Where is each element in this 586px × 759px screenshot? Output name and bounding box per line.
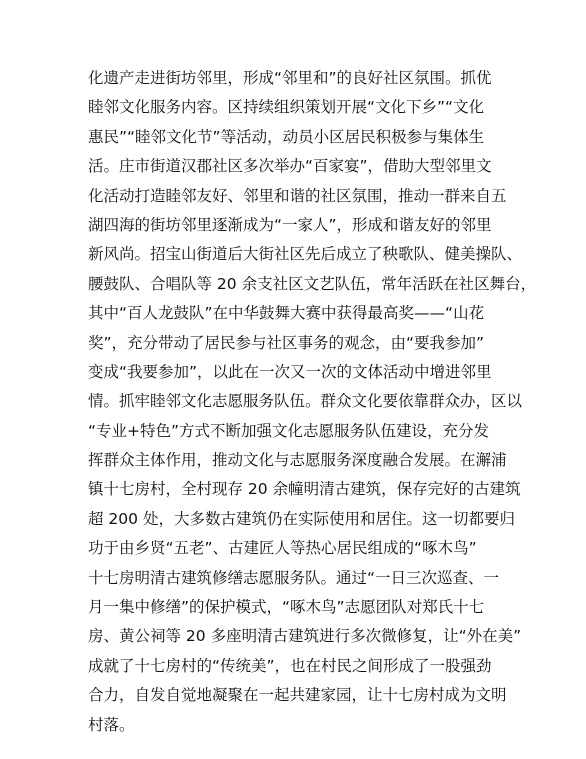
text-line: 合力，自发自觉地凝聚在一起共建家园，让十七房村成为文明 [88,686,507,705]
text-line: 腰鼓队、合唱队等 20 余支社区文艺队伍，常年活跃在社区舞台， [88,274,537,293]
text-line: 镇十七房村，全村现存 20 余幢明清古建筑，保存完好的古建筑 [88,480,521,499]
text-line: “专业+特色”方式不断加强文化志愿服务队伍建设，充分发 [88,421,490,440]
text-line: 化活动打造睦邻友好、邻里和谐的社区氛围，推动一群来自五 [88,186,507,205]
text-line: 月一集中修缮”的保护模式，“啄木鸟”志愿团队对郑氏十七 [88,598,485,617]
text-line: 其中“百人龙鼓队”在中华鼓舞大赛中获得最高奖——“山花 [88,304,485,323]
text-line: 村落。 [88,715,135,734]
text-line: 情。抓牢睦邻文化志愿服务队伍。群众文化要依靠群众办，区以 [88,392,523,411]
text-line: 湖四海的街坊邻里逐渐成为“一家人”，形成和谐友好的邻里 [88,215,492,234]
text-line: 变成“我要参加”，以此在一次又一次的文体活动中增进邻里 [88,362,492,381]
text-line: 功于由乡贤“五老”、古建匠人等热心居民组成的“啄木鸟” [88,539,477,558]
text-line: 睦邻文化服务内容。区持续组织策划开展“文化下乡”“文化 [88,98,485,117]
text-line: 成就了十七房村的“传统美”，也在村民之间形成了一股强劲 [88,656,492,675]
body-paragraph [88,64,537,740]
text-line: 奖”，充分带动了居民参与社区事务的观念，由“要我参加” [88,333,485,352]
text-line: 惠民”“睦邻文化节”等活动，动员小区居民积极参与集体生 [88,127,485,146]
text-line: 新风尚。招宝山街道后大街社区先后成立了秧歌队、健美操队、 [88,245,523,264]
text-line: 十七房明清古建筑修缮志愿服务队。通过“一日三次巡查、一 [88,568,500,587]
text-line: 房、黄公祠等 20 多座明清古建筑进行多次微修复，让“外在美” [88,627,522,646]
text-line: 活。庄市街道汉郡社区多次举办“百家宴”，借助大型邻里文 [88,157,492,176]
text-line: 化遗产走进街坊邻里，形成“邻里和”的良好社区氛围。抓优 [88,69,492,87]
text-line: 超 200 处，大多数古建筑仍在实际使用和居住。这一切都要归 [88,509,515,528]
text-line: 挥群众主体作用，推动文化与志愿服务深度融合发展。在澥浦 [88,451,507,470]
